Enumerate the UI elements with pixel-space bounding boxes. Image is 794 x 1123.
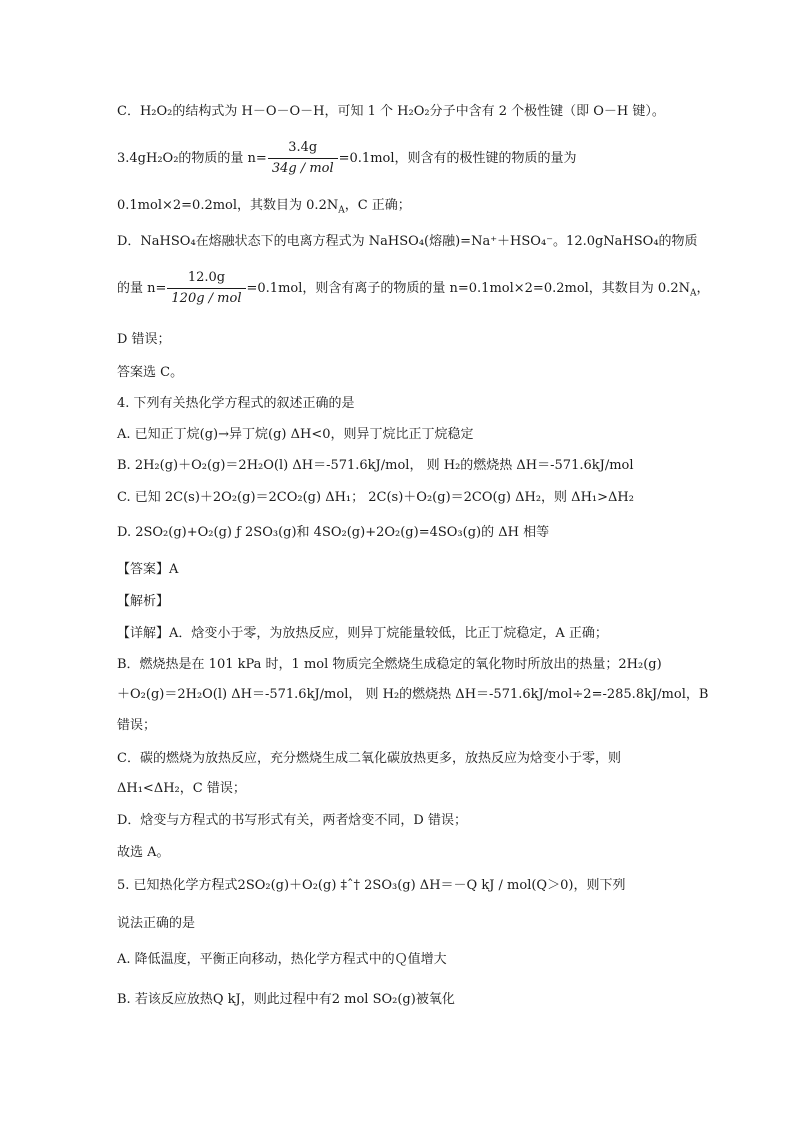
q4-detail-d: D．焓变与方程式的书写形式有关，两者焓变不同，D 错误； (117, 813, 467, 828)
q5-stem-line2: 说法正确的是 (117, 916, 196, 931)
q4-answer-tag: 【答案】A (117, 562, 179, 577)
q5-option-a: A. 降低温度，平衡正向移动，热化学方程式中的Ｑ值增大 (117, 952, 447, 967)
c-option-fraction (268, 140, 338, 177)
q4-detail-c2: ΔH₁<ΔH₂，C 错误； (117, 781, 246, 796)
q4-detail-b3: 错误； (117, 718, 157, 733)
c-option-line1: C．H₂O₂的结构式为 H－O－O－H，可知 1 个 H₂O₂分子中含有 2 个极性键（即 O－H 键）。 (117, 104, 665, 119)
fraction-denominator: 34g / mol (271, 161, 334, 176)
answer-q3: 答案选 C。 (117, 365, 184, 380)
d-option-line2-prefix: 的量 n= (117, 281, 167, 296)
fraction-numerator: 3.4g (268, 140, 338, 159)
d-option-line1-b: ₄⁻。12.0gNaHSO₄的物质 (540, 234, 698, 249)
q4-conclusion: 故选 A。 (117, 845, 170, 860)
q4-detail-b2: ＋O₂(g)＝2H₂O(l) ΔH＝-571.6kJ/mol， 则 H₂的燃烧热 ΔH＝-571.6kJ/mol÷2=-285.8kJ/mol，B (117, 687, 709, 702)
q4-option-b: B. 2H₂(g)＋O₂(g)＝2H₂O(l) ΔH＝-571.6kJ/mol， 则 H₂的燃烧热 ΔH＝-571.6kJ/mol (117, 458, 634, 473)
q5-stem-line1 (117, 876, 625, 896)
q5-stem-b: ，则下列 (573, 878, 626, 893)
q5-option-b-c: 被氧化 (415, 992, 455, 1007)
q4-detail-b1: B．燃烧热是在 101 kPa 时，1 mol 物质完全燃烧生成稳定的氧化物时所放出的热量；2H₂(g) (117, 657, 662, 672)
d-option-line3: D 错误； (117, 332, 171, 347)
q4-stem: 4. 下列有关热化学方程式的叙述正确的是 (117, 396, 355, 411)
d-option-line2-sub: A (690, 288, 697, 299)
q4-option-c: C. 已知 2C(s)＋2O₂(g)＝2CO₂(g) ΔH₁； 2C(s)＋O₂(g)＝2CO(g) ΔH₂，则 ΔH₁>ΔH₂ (117, 490, 634, 505)
q4-analysis-tag: 【解析】 (117, 594, 170, 609)
d-option-fraction (167, 270, 245, 307)
c-option-line3-sub: A (338, 205, 345, 216)
d-option-line2-suffix: =0.1mol，则含有离子的物质的量 n=0.1mol×2=0.2mol，其数目为 0.2N (246, 281, 690, 296)
d-option-line2 (117, 270, 710, 307)
c-option-line3-end: ，C 正确； (344, 198, 411, 213)
c-option-line3 (117, 196, 411, 216)
fraction-denominator: 120g / mol (171, 291, 242, 306)
fraction-numerator: 12.0g (167, 270, 245, 289)
q5-option-b (117, 990, 455, 1010)
q5-stem-a: 5. 已知热化学方程式 (117, 878, 238, 893)
c-option-line2-prefix: 3.4gH₂O₂的物质的量 n= (117, 151, 267, 166)
q5-option-b-eq1: Q kJ (212, 992, 241, 1007)
q4-detail-c1: C．碳的燃烧为放热反应，充分燃烧生成二氧化碳放热更多，放热反应为焓变小于零，则 (117, 751, 621, 766)
q5-option-b-a: B. 若该反应放热 (117, 992, 213, 1007)
q5-equation: 2SO₂(g)＋O₂(g) ‡ˆ† 2SO₃(g) ΔH＝－Q kJ / mol(Q＞0) (237, 878, 574, 893)
q4-option-a: A. 已知正丁烷(g)→异丁烷(g) ΔH<0，则异丁烷比正丁烷稳定 (117, 427, 474, 442)
q4-option-d: D. 2SO₂(g)+O₂(g) ƒ 2SO₃(g)和 4SO₂(g)+2O₂(g)=4SO₃(g)的 ΔH 相等 (117, 525, 550, 540)
q5-option-b-b: ，则此过程中有 (240, 992, 332, 1007)
c-option-line2 (117, 140, 577, 177)
q4-detail-a: 【详解】A．焓变小于零，为放热反应，则异丁烷能量较低，比正丁烷稳定，A 正确； (117, 626, 608, 641)
c-option-line2-suffix: =0.1mol，则含有的极性键的物质的量为 (338, 151, 577, 166)
d-option-line1 (117, 232, 698, 252)
d-option-line1-a: D．NaHSO₄在熔融状态下的电离方程式为 NaHSO₄(熔融)=Na⁺＋HSO (117, 234, 541, 249)
q5-option-b-eq2: 2 mol SO₂(g) (331, 992, 416, 1007)
d-option-line2-end: ， (696, 281, 710, 296)
c-option-line3-text: 0.1mol×2=0.2mol，其数目为 0.2N (117, 198, 339, 213)
